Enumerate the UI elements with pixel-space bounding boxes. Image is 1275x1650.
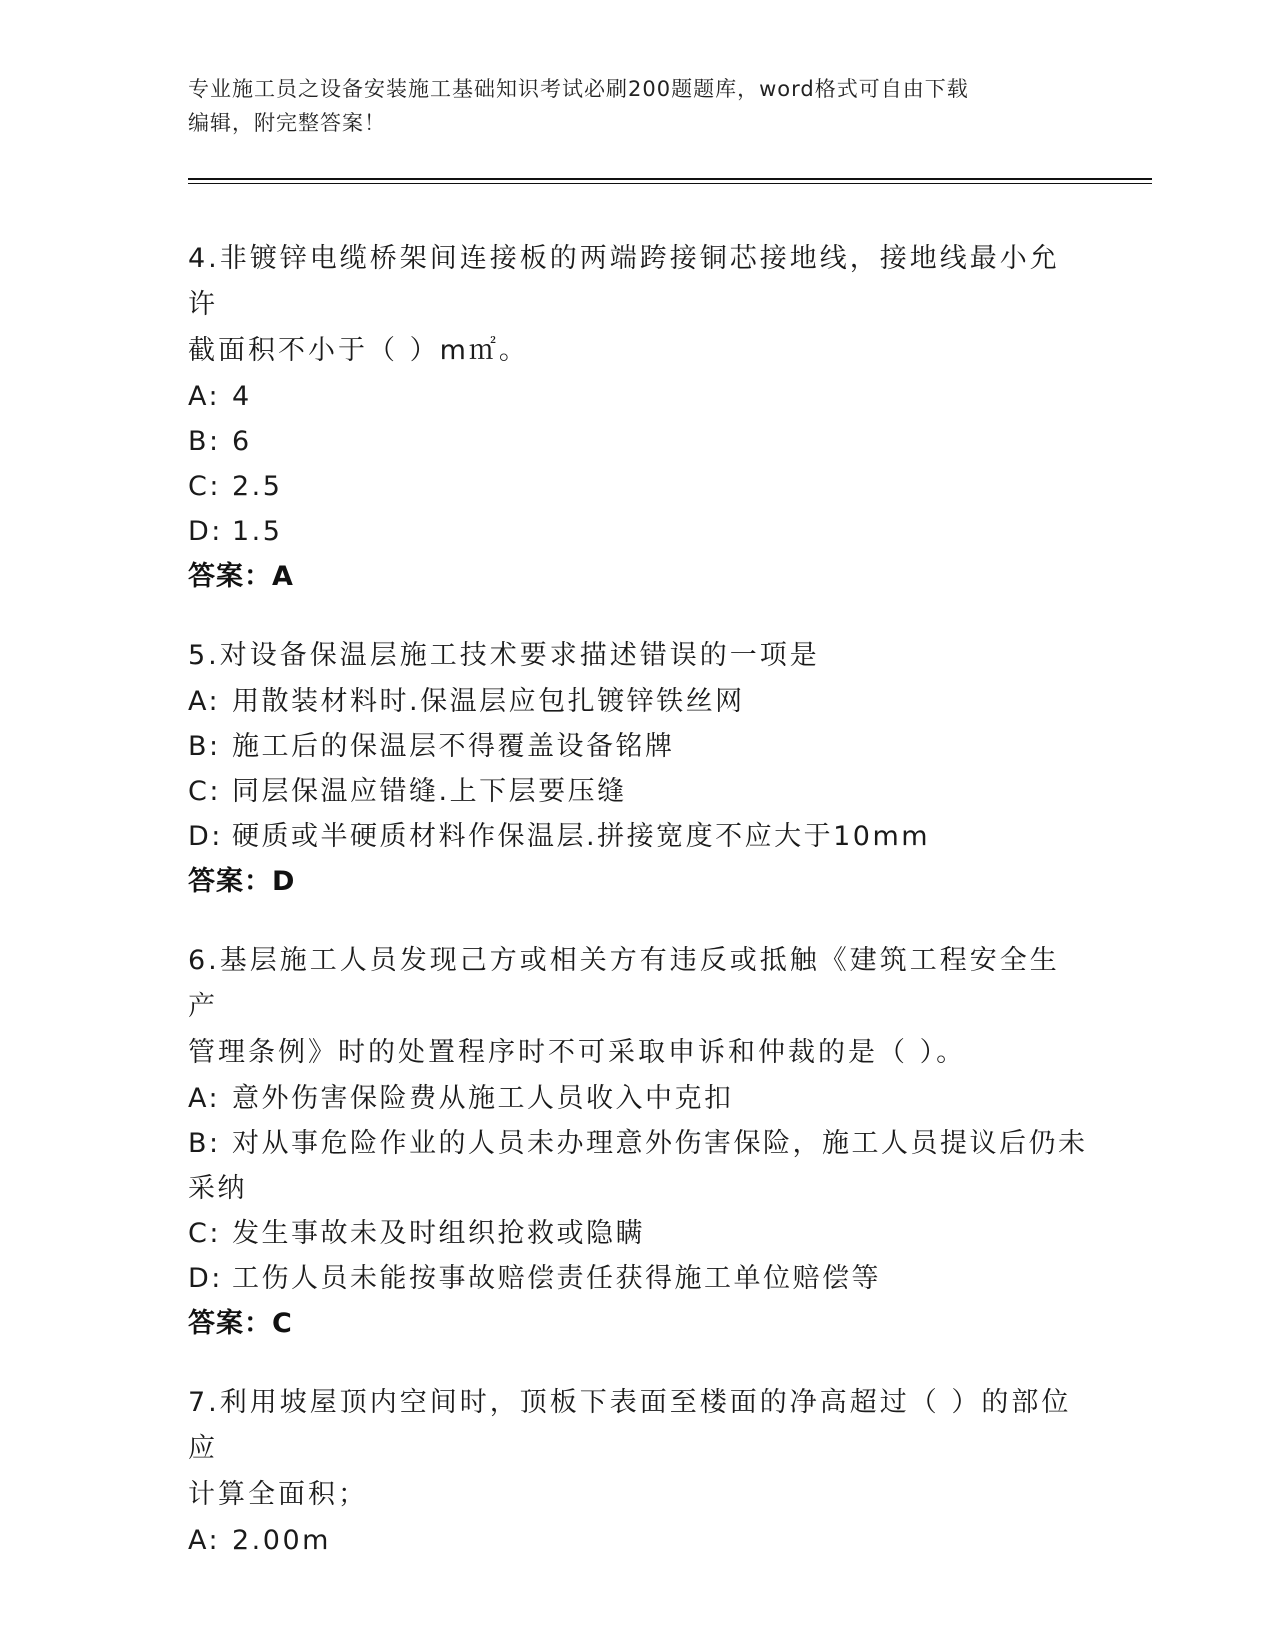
option-a [188, 679, 1088, 724]
option-key: A: [188, 381, 221, 412]
option-text: 4 [232, 381, 252, 412]
option-key: B: [188, 1128, 221, 1159]
option-text: 同层保温应错缝.上下层要压缝 [232, 776, 627, 807]
header-line-1: 专业施工员之设备安装施工基础知识考试必刷200题题库，word格式可自由下载 [188, 77, 969, 101]
option-c [188, 1211, 1088, 1256]
option-a [188, 374, 1088, 419]
option-a [188, 1518, 1088, 1563]
option-text: 对从事危险作业的人员未办理意外伤害保险，施工人员提议后仍未 [232, 1128, 1088, 1159]
question-list [188, 236, 1088, 1596]
option-d [188, 509, 1088, 554]
option-b [188, 724, 1088, 769]
option-text: 2.5 [232, 471, 283, 502]
answer: 答案：D [188, 866, 296, 897]
option-b [188, 1121, 1088, 1166]
option-key: A: [188, 1525, 221, 1556]
answer: 答案：C [188, 1308, 293, 1339]
question-text-line: 截面积不小于（ ）m㎡。 [188, 335, 529, 366]
option-text: 意外伤害保险费从施工人员收入中克扣 [232, 1083, 734, 1114]
header-divider [188, 178, 1152, 180]
answer: 答案：A [188, 561, 294, 592]
option-c [188, 769, 1088, 814]
option-key: C: [188, 776, 221, 807]
question-6 [188, 938, 1088, 1347]
question-text-line: 6.基层施工人员发现己方或相关方有违反或抵触《建筑工程安全生产 [188, 945, 1060, 1022]
option-c [188, 464, 1088, 509]
option-text: 2.00m [232, 1525, 331, 1556]
option-b-continuation: 采纳 [188, 1173, 247, 1204]
option-key: D: [188, 1263, 223, 1294]
option-b [188, 419, 1088, 464]
option-text: 硬质或半硬质材料作保温层.拼接宽度不应大于10mm [232, 821, 931, 852]
question-4 [188, 236, 1088, 600]
option-d [188, 1256, 1088, 1301]
option-key: B: [188, 426, 221, 457]
option-key: A: [188, 1083, 221, 1114]
option-key: A: [188, 686, 221, 717]
question-7 [188, 1380, 1088, 1563]
question-text-line: 4.非镀锌电缆桥架间连接板的两端跨接铜芯接地线，接地线最小允许 [188, 243, 1060, 320]
option-key: C: [188, 1218, 221, 1249]
option-a [188, 1076, 1088, 1121]
option-text: 工伤人员未能按事故赔偿责任获得施工单位赔偿等 [232, 1263, 881, 1294]
question-text-line: 7.利用坡屋顶内空间时，顶板下表面至楼面的净高超过（ ）的部位应 [188, 1387, 1072, 1464]
option-text: 6 [232, 426, 252, 457]
option-d [188, 814, 1088, 859]
option-key: D: [188, 821, 223, 852]
header-line-2: 编辑，附完整答案！ [188, 111, 386, 135]
question-5 [188, 633, 1088, 905]
option-text: 施工后的保温层不得覆盖设备铭牌 [232, 731, 675, 762]
question-text-line: 计算全面积； [188, 1479, 368, 1510]
page-header [188, 72, 1068, 140]
option-key: B: [188, 731, 221, 762]
option-key: D: [188, 516, 223, 547]
question-text-line: 5.对设备保温层施工技术要求描述错误的一项是 [188, 640, 820, 671]
question-text-line: 管理条例》时的处置程序时不可采取申诉和仲裁的是（ ）。 [188, 1037, 967, 1068]
option-text: 发生事故未及时组织抢救或隐瞒 [232, 1218, 645, 1249]
option-text: 1.5 [232, 516, 283, 547]
option-text: 用散装材料时.保温层应包扎镀锌铁丝网 [232, 686, 745, 717]
option-key: C: [188, 471, 221, 502]
